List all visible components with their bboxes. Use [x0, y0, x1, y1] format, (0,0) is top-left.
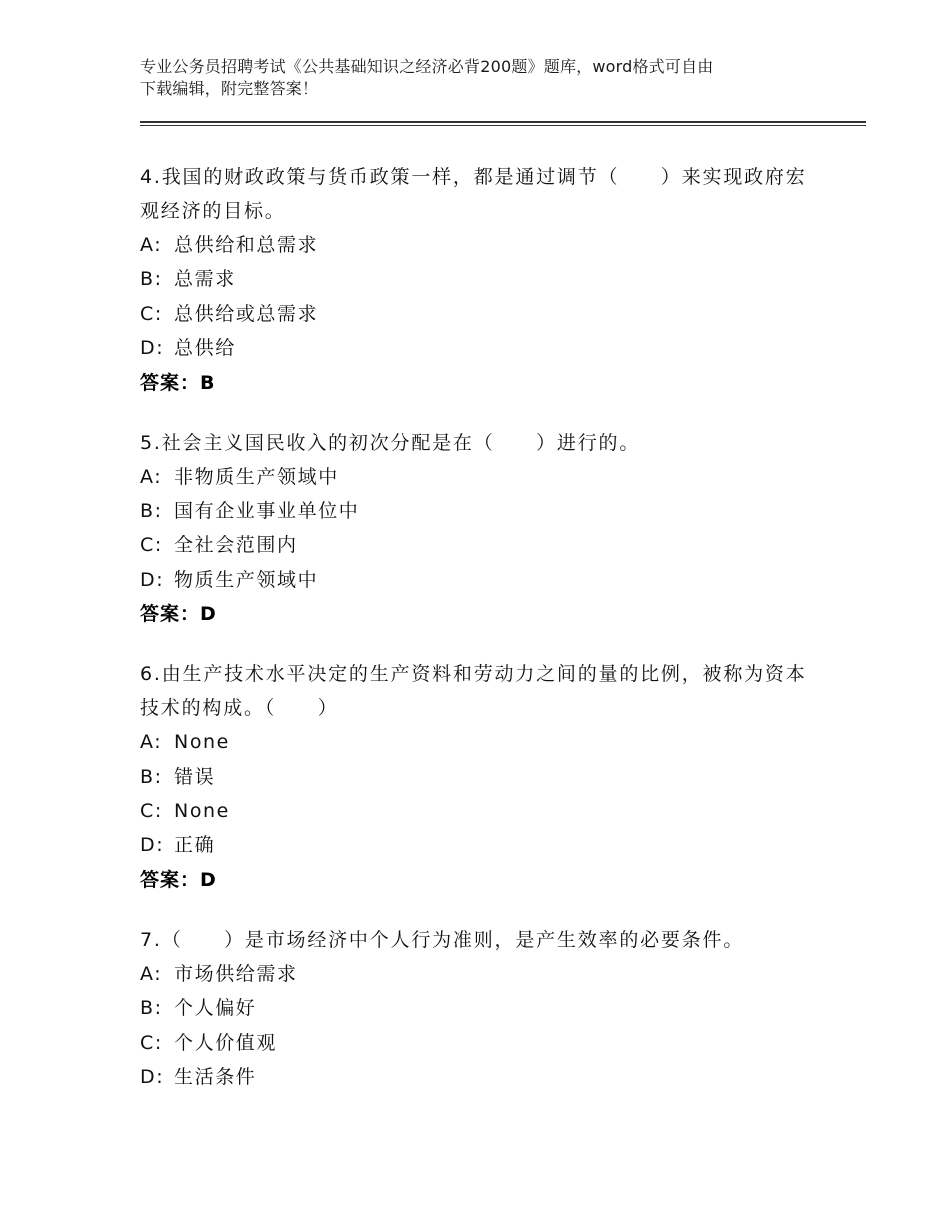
- option-letter: C:: [140, 800, 163, 823]
- option-letter: D:: [140, 568, 165, 591]
- option-letter: A:: [140, 234, 163, 256]
- option-text: 总需求: [174, 268, 236, 291]
- option-c: [140, 528, 820, 562]
- option-d: [140, 563, 820, 597]
- option-letter: B:: [140, 500, 163, 523]
- question-item: [140, 160, 820, 400]
- option-text: 全社会范围内: [174, 534, 298, 557]
- option-a: [140, 725, 820, 759]
- option-text: 国有企业事业单位中: [174, 500, 360, 523]
- option-letter: B:: [140, 997, 163, 1020]
- option-d: [140, 331, 820, 365]
- option-text: 个人价值观: [174, 1031, 278, 1054]
- option-text: 个人偏好: [174, 997, 257, 1020]
- question-list: [140, 160, 820, 1121]
- option-letter: A:: [140, 465, 163, 488]
- option-text: 总供给或总需求: [174, 302, 319, 325]
- option-letter: C:: [140, 302, 163, 325]
- answer-label: 答案：B: [140, 371, 216, 394]
- option-text: 物质生产领域中: [174, 568, 319, 591]
- question-item: [140, 923, 820, 1095]
- option-b: [140, 494, 820, 528]
- answer-label: 答案：D: [140, 868, 217, 891]
- option-letter: A:: [140, 962, 163, 985]
- option-text: 错误: [174, 765, 216, 788]
- option-letter: B:: [140, 765, 163, 788]
- option-letter: B:: [140, 268, 163, 291]
- answer-label: 答案：D: [140, 603, 217, 626]
- option-letter: D:: [140, 337, 165, 360]
- option-text: 市场供给需求: [174, 962, 298, 985]
- option-letter: D:: [140, 834, 165, 857]
- option-text: None: [174, 731, 230, 754]
- option-c: [140, 1026, 820, 1060]
- document-header: [140, 56, 820, 100]
- question-stem: 5.社会主义国民收入的初次分配是在（ ）进行的。: [140, 431, 641, 454]
- option-text: 总供给: [174, 337, 236, 360]
- header-line-2: 下载编辑，附完整答案！: [140, 79, 319, 98]
- question-stem: 7.（ ）是市场经济中个人行为准则，是产生效率的必要条件。: [140, 928, 745, 951]
- option-c: [140, 794, 820, 828]
- option-d: [140, 828, 820, 862]
- question-stem: 6.由生产技术水平决定的生产资料和劳动力之间的量的比例，被称为资本技术的构成。（ ）: [140, 663, 807, 720]
- option-a: [140, 460, 820, 494]
- option-b: [140, 991, 820, 1025]
- header-divider: [140, 121, 866, 123]
- option-text: 非物质生产领域中: [174, 465, 339, 488]
- option-d: [140, 1060, 820, 1094]
- option-text: None: [174, 800, 230, 823]
- option-a: [140, 957, 820, 991]
- option-text: 总供给和总需求: [174, 234, 319, 256]
- question-item: [140, 426, 820, 632]
- question-stem: 4.我国的财政政策与货币政策一样，都是通过调节（ ）来实现政府宏观经济的目标。: [140, 166, 807, 222]
- option-letter: C:: [140, 1031, 163, 1054]
- option-letter: A:: [140, 731, 163, 754]
- option-b: [140, 760, 820, 794]
- option-letter: C:: [140, 534, 163, 557]
- question-item: [140, 657, 820, 897]
- header-divider-thin: [140, 125, 866, 126]
- option-letter: D:: [140, 1066, 165, 1089]
- header-line-1: 专业公务员招聘考试《公共基础知识之经济必背200题》题库，word格式可自由: [140, 57, 714, 76]
- option-c: [140, 297, 820, 331]
- option-text: 生活条件: [174, 1066, 257, 1089]
- option-b: [140, 262, 820, 296]
- option-a: [140, 228, 820, 262]
- option-text: 正确: [174, 834, 216, 857]
